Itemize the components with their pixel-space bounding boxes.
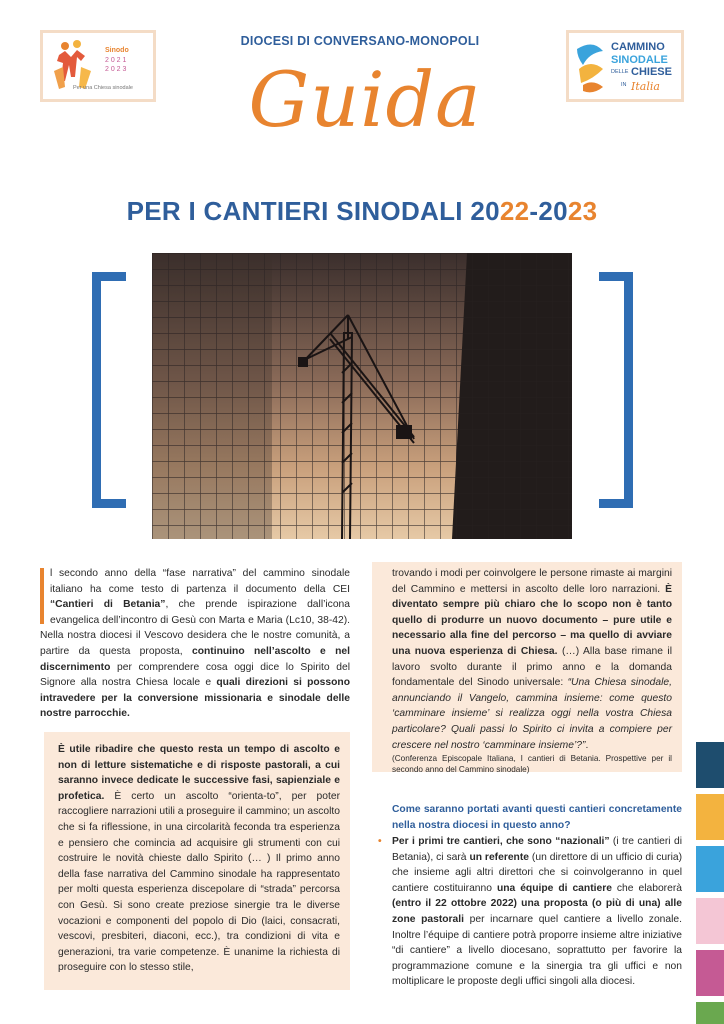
list-text-c: un referente	[469, 851, 530, 863]
quote-text-a: trovando i modi per coinvolgere le persone rimaste ai margini del Cammino e mettersi in ascolto delle loro narrazioni.	[392, 568, 672, 595]
quote-source: (Conferenza Episcopale Italiana, I cantieri di Betania. Prospettive per il secondo anno del Cammino sinodale)	[392, 754, 672, 775]
intro-text-e: per comprendere cosa oggi dice lo Spirito del Signore alla nostra Chiesa locale e	[40, 661, 350, 689]
color-tab-lightblue	[696, 846, 724, 892]
list-text-h: per incarnare quel cantiere a livello zonale. Inoltre l’équipe di cantiere potrà proporre insieme altre iniziative “di cantiere” a livello diocesano, soprattutto per favorire la programmazione comune e la sinergia tra gli uffici e non moltiplicare le proposte degli uffici singoli alla diocesi.	[392, 913, 683, 988]
page-title: Guida	[248, 55, 482, 144]
crane-reflection-photo	[152, 253, 572, 539]
page-subtitle	[40, 196, 684, 227]
dropcap-bar	[40, 568, 44, 624]
cammino-sinodale-logo	[566, 30, 684, 102]
crane-photo-image	[152, 253, 572, 539]
intro-text-d: continuino nell’ascolto e nel discernimento	[40, 645, 350, 673]
list-text-f: che elaborerà	[611, 882, 682, 894]
intro-text-f: quali direzioni si possono intravedere per la conversione missionaria e sinodale delle nostre parrocchie.	[40, 677, 350, 720]
logo-text-cammino: CAMMINO	[611, 41, 665, 53]
logo-text-year-end: 2 0 2 3	[105, 66, 127, 73]
list-text-g: (entro il 22 ottobre 2022) una proposta (o più di una) alle zone pastorali	[392, 898, 682, 925]
section-question: Come saranno portati avanti questi cantieri concretamente nella nostra diocesi in questo anno?	[392, 804, 682, 831]
subtitle-year-a: 22	[499, 196, 530, 226]
subtitle-main: PER I CANTIERI SINODALI 20	[126, 196, 500, 226]
bracket-left	[92, 272, 126, 508]
box-text-a: È utile ribadire che questo resta un tempo di ascolto e non di letture sistematiche e di risposte pastorali, a cui saranno invece dedicate le successive fasi, sapienziale e profetica.	[58, 744, 340, 802]
intro-text-a: l secondo anno della “fase narrativa” del cammino sinodale italiano ha come testo di partenza il documento della CEI	[50, 568, 350, 595]
subtitle-year-b: 23	[567, 196, 598, 226]
subtitle-dash: -20	[529, 196, 568, 226]
highlight-box	[44, 732, 350, 990]
logo-text-chiese: CHIESE	[631, 66, 672, 78]
quote-text-d: “Una Chiesa sinodale, annunciando il Vangelo, cammina insieme: come questo ‘camminare insieme’ si realizza oggi nella vostra Chiesa particolare? Quali passi lo Spirito ci invita a compiere per crescere nel nostro ‘camminare insieme’?”	[392, 677, 672, 751]
quote-text-b: È diventato sempre più chiaro che lo scopo non è tanto quello di produrre un nuovo documento – pure utile e necessario alla fine del percorso – ma quello di avviare una nuova esperienza di Chiesa.	[392, 583, 672, 657]
box-text-b: È certo un ascolto “orienta-to”, per poter raccogliere narrazioni utili a proseguire il cammino; un ascolto che si fa riflessione, in una circolarità feconda tra esperienza e pensiero che comincia ad acquisire gli strumenti con cui costruire le novità chieste dallo Spirito (… ) Il primo anno della fase narrativa del Cammino sinodale ha rappresentato per molti questa esperienza discepolare di “strada” percorsa con Gesù. Si sono create preziose sinergie tra le diverse vocazioni e componenti del popolo di Dio (laici, consacrati, vescovi, presbiteri, diaconi, ecc.), tra condizioni di vita e generazioni, tra varie competenze. È unanime la richiesta di proseguire con lo stesso stile,	[58, 790, 340, 974]
logo-text-year-start: 2 0 2 1	[105, 57, 127, 64]
diocese-name: DIOCESI DI CONVERSANO-MONOPOLI	[240, 34, 480, 48]
list-text-d: (un direttore di un ufficio di curia) che insieme agli altri direttori che si coinvolgeranno in quel cantiere costituiranno	[392, 851, 683, 894]
quote-text-c: (…) Alla base rimane il lavoro svolto durante il primo anno e la domanda fondamentale del Sinodo universale:	[392, 645, 672, 689]
logo-text-delle: DELLE	[611, 69, 629, 75]
color-tab-yellow	[696, 794, 724, 840]
quote-box	[372, 562, 682, 775]
logo-text-sinodo: Sinodo	[105, 47, 129, 54]
wave-icon	[573, 39, 607, 97]
quote-text-e: .	[585, 739, 589, 751]
intro-text-cantieri: “Cantieri di Betania”	[50, 599, 166, 611]
list-item	[378, 834, 683, 990]
color-tab-magenta	[696, 950, 724, 996]
color-tab-pink	[696, 898, 724, 944]
logo-text-sinodale: SINODALE	[611, 54, 668, 66]
list-text-a: Per i primi tre cantieri, che sono “nazionali”	[392, 836, 610, 847]
intro-text-c: , che prende ispirazione dall’icona evangelica dell’incontro di Gesù con Marta e Maria (Lc10, 38-42). Nella nostra diocesi il Vescovo desidera che le nostre comunità, a partire da questa proposta,	[40, 599, 351, 657]
logo-text-italia: Italia	[631, 80, 660, 93]
logo-caption: Per una Chiesa sinodale	[73, 85, 133, 91]
logo-text-in: IN	[621, 82, 627, 88]
color-tab-green	[696, 1002, 724, 1024]
intro-paragraph	[40, 566, 350, 722]
sinodo-logo	[40, 30, 156, 102]
color-tab-navy	[696, 742, 724, 788]
list-text-e: una équipe di cantiere	[496, 882, 612, 894]
bullet-dot: •	[378, 836, 382, 847]
bracket-right	[599, 272, 633, 508]
list-text-b: (i tre cantieri di Betania), ci sarà	[392, 836, 682, 863]
